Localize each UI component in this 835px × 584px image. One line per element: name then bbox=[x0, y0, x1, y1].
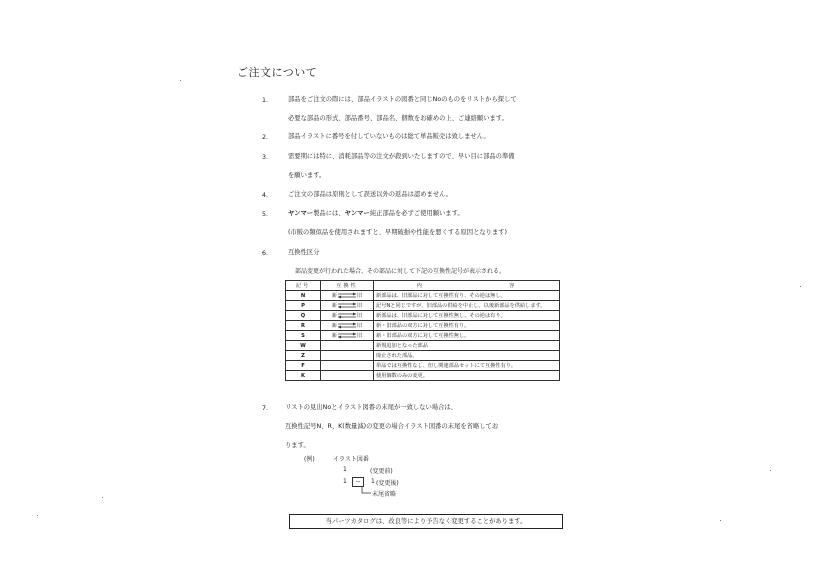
scan-speck bbox=[37, 515, 38, 516]
example-before-note: (変更前) bbox=[370, 468, 393, 475]
item-7-line-3: ります。 bbox=[285, 442, 310, 449]
item-2-number: 2. bbox=[262, 134, 269, 141]
compatibility-table bbox=[285, 280, 560, 381]
item-7-number: 7. bbox=[262, 405, 269, 412]
new-label: 新 bbox=[331, 303, 337, 309]
row-compat-cell bbox=[321, 331, 374, 341]
row-content: 記号Nと同じですが、旧部品の供給を中止し、以後新部品を供給します。 bbox=[374, 301, 560, 311]
row-content: 廃止された部品。 bbox=[374, 351, 560, 361]
example-after-dash: -- bbox=[352, 477, 364, 487]
row-symbol: Q bbox=[286, 311, 321, 321]
item-5-text-a: 製品には、 bbox=[313, 210, 345, 217]
new-label: 新 bbox=[331, 323, 337, 329]
row-compat-cell bbox=[321, 341, 374, 351]
row-compat-cell bbox=[321, 301, 374, 311]
row-compat-cell bbox=[321, 291, 374, 301]
example-after-note: (変更後) bbox=[376, 480, 399, 487]
item-5-line-1 bbox=[288, 210, 464, 218]
header-compat: 互換性 bbox=[321, 281, 374, 291]
compat-arrow-icon bbox=[337, 332, 357, 339]
item-4-line-1: ご注文の部品は原則として誤送以外の返品は認めません。 bbox=[288, 191, 453, 198]
row-content: 単品では互換性なし、但し関連部品セットにて互換性有り。 bbox=[374, 361, 560, 371]
header-content-1: 内 bbox=[374, 281, 467, 291]
compat-arrow-icon bbox=[337, 322, 357, 329]
table-intro: 部品変更が行われた場合、その部品に対して下記の互換性記号が表示される。 bbox=[295, 268, 506, 275]
item-5-text-b: 純正部品を必ずご使用願います。 bbox=[369, 210, 464, 217]
omit-bracket-icon bbox=[360, 486, 372, 496]
table-row bbox=[286, 331, 560, 341]
item-1-line-1: 部品をご注文の際には、部品イラストの図番と同じNoのものをリストから探して bbox=[288, 96, 517, 103]
item-5-line-2: (市販の類似品を使用されますと、早期破損や性能を悪くする原因となります) bbox=[288, 229, 508, 236]
old-label: 旧 bbox=[357, 313, 363, 319]
scan-speck bbox=[800, 286, 801, 287]
row-symbol: R bbox=[286, 321, 321, 331]
row-symbol: P bbox=[286, 301, 321, 311]
item-7-line-2: 互換性記号N、R、K(数量減)の変更の場合イラスト図番の末尾を省略してお bbox=[285, 423, 499, 430]
item-1-number: 1. bbox=[262, 97, 269, 104]
row-compat-cell bbox=[321, 311, 374, 321]
table-header-row bbox=[286, 281, 560, 291]
header-content-2: 容 bbox=[466, 281, 559, 291]
brand-name-2: ヤンマー bbox=[344, 210, 370, 217]
row-compat-cell bbox=[321, 371, 374, 381]
item-6-line-1: 互換性区分 bbox=[288, 249, 320, 256]
header-symbol: 記号 bbox=[286, 281, 321, 291]
table-row bbox=[286, 341, 560, 351]
row-symbol: F bbox=[286, 361, 321, 371]
table-row bbox=[286, 311, 560, 321]
compat-arrow-icon bbox=[337, 292, 357, 299]
row-content: 使用個数のみの変更。 bbox=[374, 371, 560, 381]
example-after-number-2: 1 bbox=[371, 478, 375, 485]
example-column-title: イラスト図番 bbox=[333, 456, 369, 463]
row-symbol: Z bbox=[286, 351, 321, 361]
brand-name: ヤンマー bbox=[288, 210, 314, 217]
item-1-line-2: 必要な部品の形式、部品番号、部品名、個数をお確めの上、ご連絡願います。 bbox=[288, 115, 508, 122]
scan-speck bbox=[180, 80, 181, 81]
item-3-line-2: を願います。 bbox=[288, 172, 326, 179]
row-content: 新部品は、旧部品に対して互換性有り、その逆は無し。 bbox=[374, 291, 560, 301]
footer-note: 当パーツカタログは、改良等により予告なく変更することがあります。 bbox=[289, 514, 563, 529]
new-label: 新 bbox=[331, 333, 337, 339]
table-row bbox=[286, 321, 560, 331]
item-2-line-1: 部品イラストに番号を付していないものは総て単品販売は致しません。 bbox=[288, 133, 490, 140]
table-row bbox=[286, 351, 560, 361]
row-compat-cell bbox=[321, 351, 374, 361]
new-label: 新 bbox=[331, 293, 337, 299]
example-omit-note: 末尾省略 bbox=[372, 491, 397, 498]
item-3-number: 3. bbox=[262, 154, 269, 161]
row-content: 新規追加となった部品 bbox=[374, 341, 560, 351]
item-3-line-1: 需要期には特に、消耗部品等の注文が殺到いたしますので、早い目に部品の準備 bbox=[288, 153, 515, 160]
compat-arrow-icon bbox=[337, 312, 357, 319]
row-content: 新・旧部品の双方に対して互換性有り。 bbox=[374, 321, 560, 331]
item-7-line-1: リストの見出Noとイラスト図番の末尾が一致しない場合は、 bbox=[285, 404, 457, 411]
row-symbol: N bbox=[286, 291, 321, 301]
compat-arrow-icon bbox=[337, 302, 357, 309]
old-label: 旧 bbox=[357, 303, 363, 309]
row-content: 新部品は、旧部品に対して互換性無し、その逆は有り。 bbox=[374, 311, 560, 321]
example-label: (例) bbox=[304, 456, 315, 463]
item-5-number: 5. bbox=[262, 211, 269, 218]
scan-speck bbox=[720, 520, 721, 521]
row-symbol: W bbox=[286, 341, 321, 351]
row-symbol: S bbox=[286, 331, 321, 341]
scan-speck bbox=[102, 497, 103, 498]
table-row bbox=[286, 291, 560, 301]
example-after-number: 1 bbox=[343, 478, 347, 485]
item-4-number: 4. bbox=[262, 192, 269, 199]
old-label: 旧 bbox=[357, 293, 363, 299]
table-row bbox=[286, 301, 560, 311]
old-label: 旧 bbox=[357, 323, 363, 329]
row-compat-cell bbox=[321, 361, 374, 371]
table-row bbox=[286, 361, 560, 371]
new-label: 新 bbox=[331, 313, 337, 319]
scan-speck bbox=[770, 470, 771, 471]
table-row bbox=[286, 371, 560, 381]
example-before-number: 1 bbox=[343, 466, 347, 473]
page-title: ご注文について bbox=[237, 66, 318, 79]
row-content: 新・旧部品の双方に対して互換性無し。 bbox=[374, 331, 560, 341]
item-6-number: 6. bbox=[262, 250, 269, 257]
row-symbol: K bbox=[286, 371, 321, 381]
row-compat-cell bbox=[321, 321, 374, 331]
old-label: 旧 bbox=[357, 333, 363, 339]
